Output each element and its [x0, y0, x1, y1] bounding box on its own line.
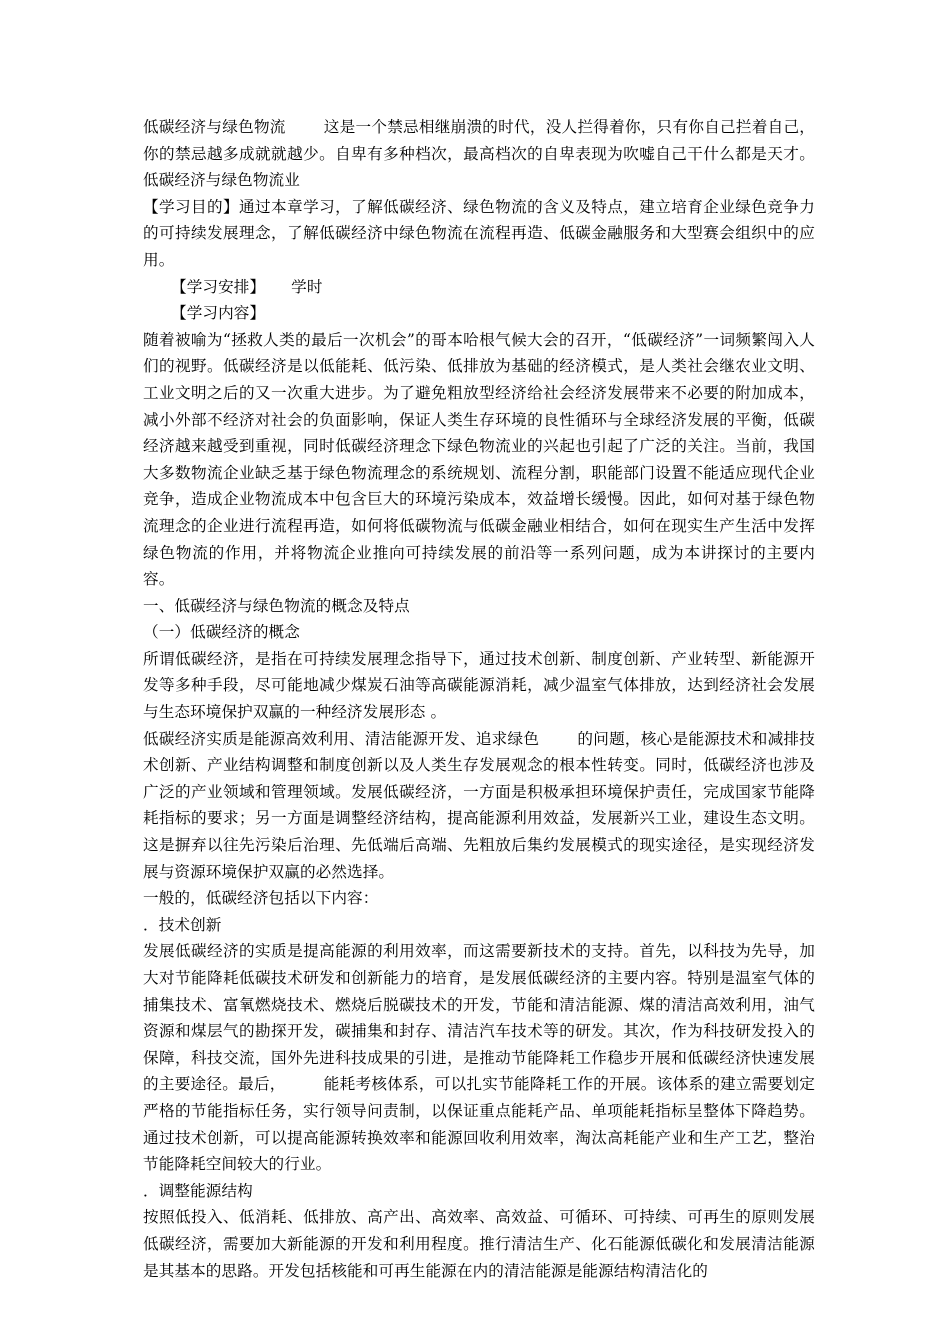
objective-paragraph: 【学习目的】通过本章学习，了解低碳经济、绿色物流的含义及特点，建立培育企业绿色竞争力的可持续发展理念，了解低碳经济中绿色物流在流程再造、低碳金融服务和大型赛会组织中的应用。	[143, 197, 815, 269]
arrangement-label: 【学习安排】	[171, 277, 266, 296]
intro-quote: 这是一个禁忌相继崩溃的时代，没人拦得着你，只有你自己拦着自己，你的禁忌越多成就就越少。自卑有多种档次，最高档次的自卑表现为吹嘘自己干什么都是天才。低碳经济与绿色物流业	[143, 118, 815, 190]
arrangement-value: 学时	[291, 277, 323, 296]
intro-paragraph	[143, 114, 815, 194]
tech-heading: ．技术创新	[143, 915, 222, 934]
essence-paragraph	[143, 726, 815, 886]
essence-part-2: 的问题，核心是能源技术和减排技术创新、产业结构调整和制度创新以及人类生存发展观念的根本性转变。同时，低碳经济也涉及广泛的产业领域和管理领域。发展低碳经济，一方面是积极承担环境保护责任，完成国家节能降耗指标的要求；另一方面是调整经济结构，提高能源利用效益，发展新兴工业，建设生态文明。这是摒弃以往先污染后治理、先低端后高端、先粗放后集约发展模式的现实途径，是实现经济发展与资源环境保护双赢的必然选择。	[143, 729, 815, 881]
general-intro: 一般的，低碳经济包括以下内容：	[143, 889, 379, 908]
content-label: 【学习内容】	[171, 304, 266, 323]
energy-heading: ．调整能源结构	[143, 1181, 253, 1200]
tech-part-1: 发展低碳经济的实质是提高能源的利用效率，而这需要新技术的支持。首先，以科技为先导，加大对节能降耗低碳技术研发和创新能力的培育，是发展低碳经济的主要内容。特别是温室气体的捕集技术、富氧燃烧技术、燃烧后脱碳技术的开发，节能和清洁能源、煤的清洁高效利用，油气资源和煤层气的勘探开发，碳捕集和封存、清洁汽车技术等的研发。其次，作为科技研发投入的保障，科技交流，国外先进科技成果的引进，是推动节能降耗工作稳步开展和低碳经济快速发展的主要途径。最后，	[143, 942, 815, 1094]
section-heading: 一、低碳经济与绿色物流的概念及特点	[143, 596, 410, 615]
intro-title: 低碳经济与绿色物流	[143, 118, 286, 136]
tech-part-2: 能耗考核体系，可以扎实节能降耗工作的开展。该体系的建立需要划定严格的节能指标任务，实行领导问责制，以保证重点能耗产品、单项能耗指标呈整体下降趋势。通过技术创新，可以提高能源转换效率和能源回收利用效率，淘汰高耗能产业和生产工艺，整治节能降耗空间较大的行业。	[143, 1075, 815, 1174]
arrangement-line	[143, 274, 815, 301]
energy-paragraph: 按照低投入、低消耗、低排放、高产出、高效率、高效益、可循环、可持续、可再生的原则发展低碳经济，需要加大新能源的开发和利用程度。推行清洁生产、化石能源低碳化和发展清洁能源是其基本的思路。开发包括核能和可再生能源在内的清洁能源是能源结构清洁化的	[143, 1208, 815, 1280]
document-body	[143, 114, 815, 1284]
subsection-heading: （一）低碳经济的概念	[143, 623, 300, 642]
body-paragraph: 随着被喻为“拯救人类的最后一次机会”的哥本哈根气候大会的召开，“低碳经济”一词频繁闯入人们的视野。低碳经济是以低能耗、低污染、低排放为基础的经济模式，是人类社会继农业文明、工业文明之后的又一次重大进步。为了避免粗放型经济给社会经济发展带来不必要的附加成本，减小外部不经济对社会的负面影响，保证人类生存环境的良性循环与全球经济发展的平衡，低碳经济越来越受到重视，同时低碳经济理念下绿色物流业的兴起也引起了广泛的关注。当前，我国大多数物流企业缺乏基于绿色物流理念的系统规划、流程分割，职能部门设置不能适应现代企业竞争，造成企业物流成本中包含巨大的环境污染成本，效益增长缓慢。因此，如何对基于绿色物流理念的企业进行流程再造，如何将低碳物流与低碳金融业相结合，如何在现实生产生活中发挥绿色物流的作用，并将物流企业推向可持续发展的前沿等一系列问题，成为本讲探讨的主要内容。	[143, 330, 815, 589]
definition-paragraph: 所谓低碳经济，是指在可持续发展理念指导下，通过技术创新、制度创新、产业转型、新能源开发等多种手段，尽可能地减少煤炭石油等高碳能源消耗，减少温室气体排放，达到经济社会发展与生态环境保护双赢的一种经济发展形态 。	[143, 649, 815, 722]
tech-paragraph	[143, 938, 815, 1177]
essence-part-1: 低碳经济实质是能源高效利用、清洁能源开发、追求绿色	[143, 729, 540, 748]
